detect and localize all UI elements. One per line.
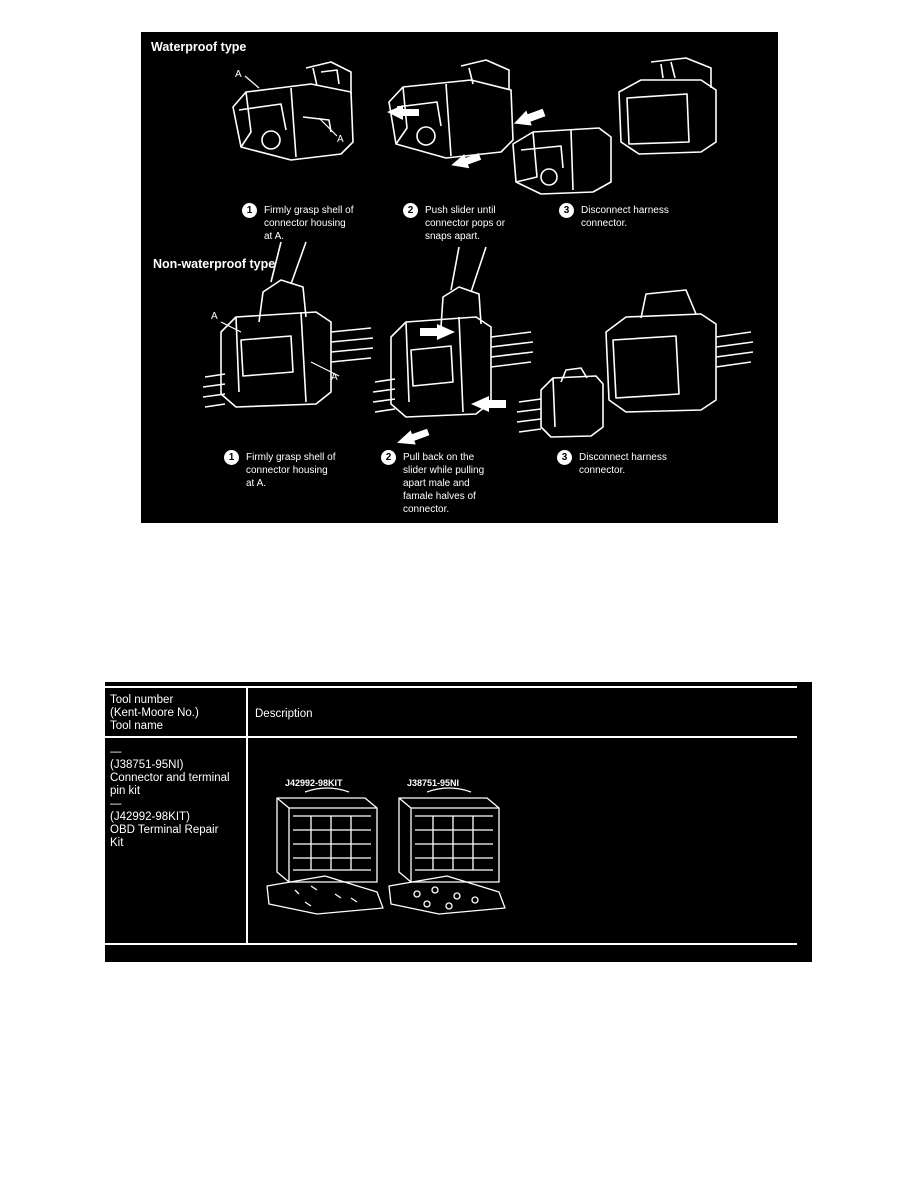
step-line: Push slider until — [425, 205, 496, 216]
waterproof-step-3 — [559, 204, 669, 230]
header-tool-column — [110, 694, 199, 733]
step-line: connector housing — [264, 218, 346, 229]
header-line: Tool name — [110, 720, 164, 732]
non-waterproof-male-half-drawing — [517, 368, 603, 437]
step-line: Firmly grasp shell of — [246, 452, 336, 463]
non-waterproof-step-2 — [381, 451, 484, 516]
step-line: Disconnect harness — [579, 452, 667, 463]
step-text — [246, 451, 335, 490]
label-a: A — [337, 134, 344, 145]
tool-line: Kit — [110, 837, 124, 849]
table-bottom-rule — [105, 943, 797, 945]
label-a: A — [235, 69, 242, 80]
non-waterproof-female-half-drawing — [606, 290, 753, 412]
step-line: famale halves of — [403, 491, 476, 502]
step-line: at A. — [246, 478, 267, 489]
table-column-divider — [246, 686, 248, 945]
tool-line: Connector and terminal — [110, 772, 230, 784]
step-text — [581, 204, 669, 230]
step-line: Firmly grasp shell of — [264, 205, 354, 216]
waterproof-connector-1-drawing — [233, 62, 353, 160]
step-line: snaps apart. — [425, 231, 481, 242]
tool-line: (J38751-95NI) — [110, 759, 184, 771]
tool-line: pin kit — [110, 785, 141, 797]
non-waterproof-step-3 — [557, 451, 667, 477]
step-number: 1 — [224, 450, 239, 465]
step-line: connector pops or — [425, 218, 506, 229]
header-description: Description — [255, 708, 313, 720]
kit-label-j38751: J38751-95NI — [407, 778, 460, 788]
step-text — [579, 451, 667, 477]
step-line: connector. — [581, 218, 628, 229]
row-tool-cell — [110, 746, 230, 850]
step-line: connector. — [403, 504, 450, 515]
terminal-kit-cases-drawing — [265, 786, 515, 916]
step-text — [264, 204, 353, 243]
label-a: A — [331, 372, 338, 383]
table-top-rule — [105, 686, 797, 688]
tool-line: — — [110, 798, 122, 810]
step-number: 1 — [242, 203, 257, 218]
tool-line: (J42992-98KIT) — [110, 811, 190, 823]
step-line: connector. — [579, 465, 626, 476]
table-header-rule — [105, 736, 797, 738]
motion-arrows — [387, 105, 547, 450]
waterproof-step-2 — [403, 204, 505, 243]
step-text — [403, 451, 484, 516]
connector-disconnect-figure — [141, 32, 778, 523]
step-line: slider while pulling — [403, 465, 485, 476]
waterproof-heading: Waterproof type — [151, 40, 247, 54]
waterproof-female-half-drawing — [619, 58, 716, 154]
step-number: 2 — [381, 450, 396, 465]
header-line: Tool number — [110, 694, 174, 706]
waterproof-step-1 — [242, 204, 353, 243]
label-a: A — [211, 311, 218, 322]
connector-illustrations — [141, 32, 778, 523]
step-line: apart male and — [403, 478, 470, 489]
step-number: 3 — [557, 450, 572, 465]
tool-line: OBD Terminal Repair — [110, 824, 219, 836]
step-number: 2 — [403, 203, 418, 218]
step-line: at A. — [264, 231, 285, 242]
tool-table — [105, 682, 812, 962]
non-waterproof-heading: Non-waterproof type — [153, 257, 276, 271]
header-line: (Kent-Moore No.) — [110, 707, 199, 719]
non-waterproof-step-1 — [224, 451, 335, 490]
step-number: 3 — [559, 203, 574, 218]
waterproof-male-half-drawing — [513, 128, 611, 194]
step-line: Pull back on the — [403, 452, 475, 463]
step-line: connector housing — [246, 465, 328, 476]
tool-line: — — [110, 746, 122, 758]
kit-label-j42992: J42992-98KIT — [285, 778, 343, 788]
step-text — [425, 204, 505, 243]
step-line: Disconnect harness — [581, 205, 669, 216]
